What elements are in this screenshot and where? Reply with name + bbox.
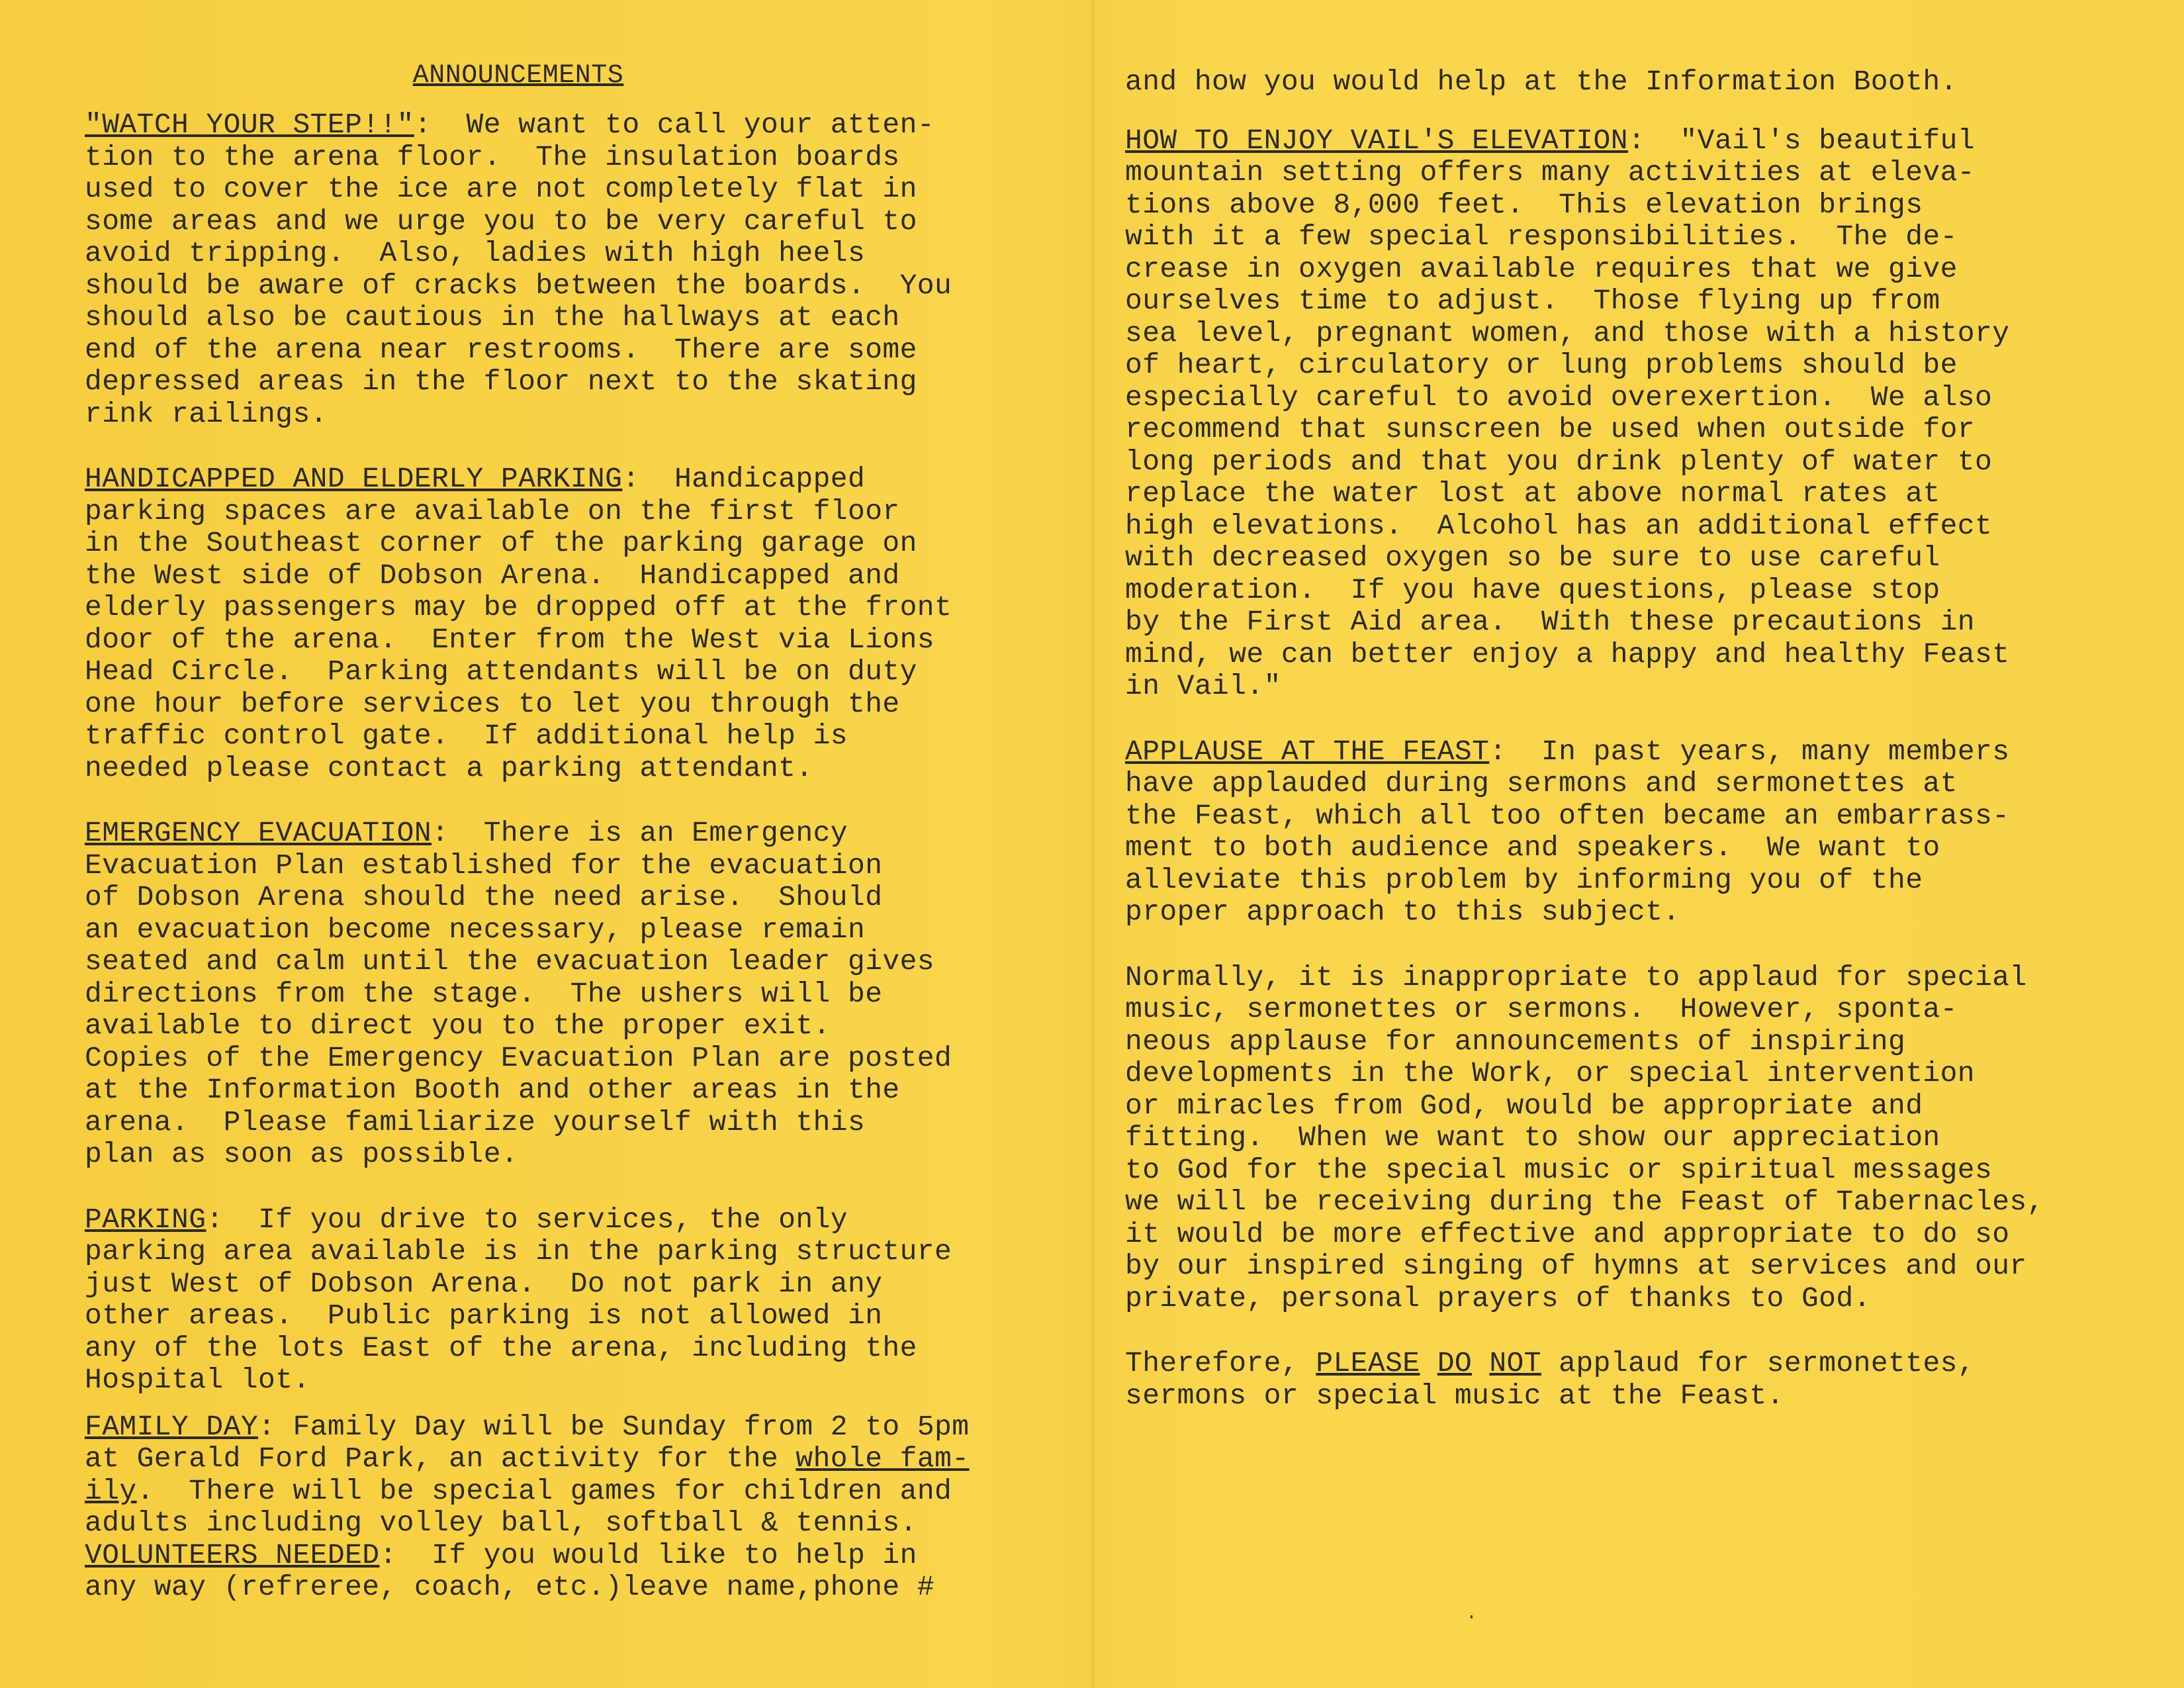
normally-paragraph: Normally, it is inappropriate to applaud for special music, sermonettes or sermons. However, sponta- neous applause for announcements of inspiring developments in the Work, or special intervention or miracles from God, would be appropriate and fitting. When we want to show our appreciation to God for the special music or spiritual messages we will be receiving during the Feast of Tabernacles, it would be more effective and appropriate to do so by our inspired singing of hymns at services and our private, personal prayers of thanks to God.	[1125, 961, 2044, 1315]
handicapped-parking-paragraph: HANDICAPPED AND ELDERLY PARKING: Handicapped parking spaces are available on the first floor in the Southeast corner of the parking garage on the West side of Dobson Arena. Handicapped and elderly passengers may be dropped off at the front door of the arena. Enter from the West via Lions Head Circle. Parking attendants will be on duty one hour before services to let you through the traffic control gate. If additional help is needed please contact a parking attendant.	[85, 463, 952, 784]
family-day-heading: FAMILY DAY	[85, 1410, 259, 1443]
watch-step-paragraph: "WATCH YOUR STEP!!": We want to call your atten- tion to the arena floor. The insulation boards used to cover the ice are not completely flat in some areas and we urge you to be very careful to avoid tripping. Also, ladies with high heels should be aware of cracks between the boards. You should also be cautious in the hallways at each end of the arena near restrooms. There are some depressed areas in the floor next to the skating rink railings.	[85, 109, 952, 430]
applause-heading: APPLAUSE AT THE FEAST	[1125, 735, 1490, 768]
volunteers-heading: VOLUNTEERS NEEDED	[85, 1538, 380, 1571]
evacuation-paragraph: EMERGENCY EVACUATION: There is an Emergency Evacuation Plan established for the evacuation of Dobson Arena should the need arise. Should an evacuation become necessary, please remain seated and calm until the evacuation leader gives directions from the stage. The ushers will be available to direct you to the proper exit. Copies of the Emergency Evacuation Plan are posted at the Information Booth and other areas in the arena. Please familiarize yourself with this plan as soon as possible.	[85, 817, 952, 1170]
do-emphasis: DO	[1437, 1347, 1473, 1380]
stray-mark	[1471, 1615, 1473, 1618]
elevation-body: "Vail's beautiful mountain setting offers many activities at eleva- tions above 8,000 feet. This elevation brings with it a few special responsibilities. The de- crease in oxygen available requires that we give ourselves time to adjust. Those flying up from sea level, pregnant women, and those with a history of heart, circulatory or lung problems should be especially careful to avoid overexertion. We also recommend that sunscreen be used when outside for long periods and that you drink plenty of water to replace the water lost at above normal rates at high elevations. Alcohol has an additional effect with decreased oxygen so be sure to use careful moderation. If you have questions, please stop by the First Aid area. With these precautions in mind, we can better enjoy a happy and healthy Feast in Vail."	[1125, 124, 2010, 702]
applause-paragraph: APPLAUSE AT THE FEAST: In past years, many members have applauded during sermons and sermonettes at the Feast, which all too often became an embarrass- ment to both audience and speakers. We want to alleviate this problem by informing you of the proper approach to this subject.	[1125, 735, 2010, 928]
watch-step-body: We want to call your atten- tion to the arena floor. The insulation boards used to cover the ice are not completely flat in some areas and we urge you to be very careful to avoid tripping. Also, ladies with high heels should be aware of cracks between the boards. You should also be cautious in the hallways at each end of the arena near restrooms. There are some depressed areas in the floor next to the skating rink railings.	[85, 109, 952, 430]
not-emphasis: NOT	[1489, 1347, 1541, 1380]
applause-body: In past years, many members have applauded during sermons and sermonettes at the Feast, which all too often became an embarrass- ment to both audience and speakers. We want to alleviate this problem by informing you of the proper approach to this subject.	[1125, 735, 2010, 928]
volunteers-paragraph: VOLUNTEERS NEEDED: If you would like to help in any way (refreree, coach, etc.)leave name,phone #	[85, 1538, 935, 1603]
elevation-paragraph: HOW TO ENJOY VAIL'S ELEVATION: "Vail's beautiful mountain setting offers many activities at eleva- tions above 8,000 feet. This elevation brings with it a few special responsibilities. The de- crease in oxygen available requires that we give ourselves time to adjust. Those flying up from sea level, pregnant women, and those with a history of heart, circulatory or lung problems should be especially careful to avoid overexertion. We also recommend that sunscreen be used when outside for long periods and that you drink plenty of water to replace the water lost at above normal rates at high elevations. Alcohol has an additional effect with decreased oxygen so be sure to use careful moderation. If you have questions, please stop by the First Aid area. With these precautions in mind, we can better enjoy a happy and healthy Feast in Vail."	[1125, 124, 2010, 702]
right-page	[1125, 66, 2158, 1445]
parking-paragraph: PARKING: If you drive to services, the only parking area available is in the parking structure just West of Dobson Arena. Do not park in any other areas. Public parking is not allowed in any of the lots East of the arena, including the Hospital lot.	[85, 1203, 952, 1396]
left-page	[85, 61, 1077, 1637]
announcements-title: ANNOUNCEMENTS	[412, 61, 624, 91]
therefore-paragraph: Therefore, PLEASE DO NOT applaud for sermonettes, sermons or special music at the Feast.	[1125, 1347, 1976, 1412]
parking-body: If you drive to services, the only parking area available is in the parking structure just West of Dobson Arena. Do not park in any other areas. Public parking is not allowed in any of the lots East of the arena, including the Hospital lot.	[85, 1203, 952, 1396]
center-fold	[1091, 0, 1095, 1688]
continuation-line: and how you would help at the Information Booth.	[1125, 66, 1958, 98]
handicapped-parking-heading: HANDICAPPED AND ELDERLY PARKING	[85, 463, 623, 495]
parking-heading: PARKING	[85, 1203, 206, 1236]
elevation-heading: HOW TO ENJOY VAIL'S ELEVATION	[1125, 124, 1628, 157]
handicapped-parking-body: Handicapped parking spaces are available on the first floor in the Southeast corner of the parking garage on the West side of Dobson Arena. Handicapped and elderly passengers may be dropped off at the front door of the arena. Enter from the West via Lions Head Circle. Parking attendants will be on duty one hour before services to let you through the traffic control gate. If additional help is needed please contact a parking attendant.	[85, 463, 952, 784]
please-emphasis: PLEASE	[1316, 1347, 1420, 1380]
watch-step-heading: "WATCH YOUR STEP!!"	[85, 109, 414, 141]
whole-family-emphasis: whole fam- ily	[85, 1442, 970, 1507]
evacuation-heading: EMERGENCY EVACUATION	[85, 817, 432, 849]
evacuation-body: There is an Emergency Evacuation Plan established for the evacuation of Dobson Arena should the need arise. Should an evacuation become necessary, please remain seated and calm until the evacuation leader gives directions from the stage. The ushers will be available to direct you to the proper exit. Copies of the Emergency Evacuation Plan are posted at the Information Booth and other areas in the arena. Please familiarize yourself with this plan as soon as possible.	[85, 817, 952, 1170]
volunteers-body: If you would like to help in any way (refreree, coach, etc.)leave name,phone #	[85, 1538, 935, 1603]
family-day-paragraph: FAMILY DAY: Family Day will be Sunday from 2 to 5pm at Gerald Ford Park, an activity for the whole fam- ily. There will be special games for children and adults including volley ball, softball & tennis.	[85, 1410, 970, 1539]
